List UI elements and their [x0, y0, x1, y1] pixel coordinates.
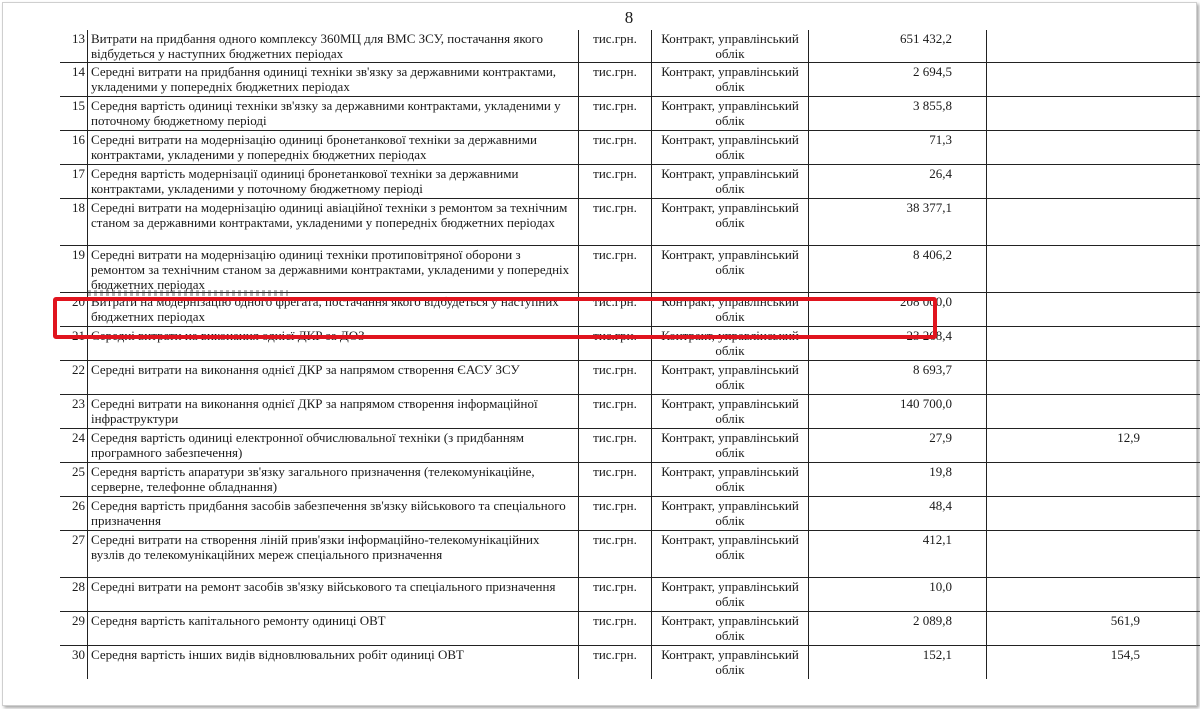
- strikethrough-smudge: [88, 290, 288, 296]
- row-value-2: [987, 164, 1200, 198]
- row-number: 21: [60, 326, 88, 360]
- table-row: [60, 394, 1200, 428]
- row-unit: тис.грн.: [579, 394, 652, 428]
- row-indicator-name: Середня вартість капітального ремонту одиниці ОВТ: [88, 611, 579, 645]
- row-value: 71,3: [809, 130, 987, 164]
- row-number: 22: [60, 360, 88, 394]
- row-source: Контракт, управлінський облік: [652, 611, 809, 645]
- row-value-2: 154,5: [987, 645, 1200, 679]
- row-unit: тис.грн.: [579, 30, 652, 62]
- row-source: Контракт, управлінський облік: [652, 530, 809, 577]
- row-value: 412,1: [809, 530, 987, 577]
- table-row: [60, 245, 1200, 292]
- row-indicator-name: Середня вартість апаратури зв'язку загального призначення (телекомунікаційне, серверне, телефонне обладнання): [88, 462, 579, 496]
- row-number: 25: [60, 462, 88, 496]
- row-source: Контракт, управлінський облік: [652, 645, 809, 679]
- row-unit: тис.грн.: [579, 164, 652, 198]
- row-value-2: [987, 394, 1200, 428]
- row-indicator-name: Середні витрати на виконання однієї ДКР за ДОЗ: [88, 326, 579, 360]
- row-indicator-name: Середня вартість придбання засобів забезпечення зв'язку військового та спеціального призначення: [88, 496, 579, 530]
- row-indicator-name: Витрати на придбання одного комплексу 360МЦ для ВМС ЗСУ, постачання якого відбудеться у наступних бюджетних періодах: [88, 30, 579, 62]
- row-unit: тис.грн.: [579, 645, 652, 679]
- table-row: [60, 164, 1200, 198]
- table-row: [60, 428, 1200, 462]
- row-indicator-name: Середня вартість модернізації одиниці бронетанкової техніки за державними контрактами, укладеними у поточному бюджетному періоді: [88, 164, 579, 198]
- row-indicator-name: Середні витрати на створення ліній прив'язки інформаційно-телекомунікаційних вузлів до телекомунікаційних мереж спеціального призначення: [88, 530, 579, 577]
- row-unit: тис.грн.: [579, 292, 652, 326]
- row-value: 26,4: [809, 164, 987, 198]
- row-number: 17: [60, 164, 88, 198]
- row-value-2: [987, 96, 1200, 130]
- row-number: 18: [60, 198, 88, 245]
- row-value: 152,1: [809, 645, 987, 679]
- indicators-table: [60, 30, 1200, 679]
- row-value: 38 377,1: [809, 198, 987, 245]
- row-indicator-name: Середня вартість інших видів відновлювальних робіт одиниці ОВТ: [88, 645, 579, 679]
- row-unit: тис.грн.: [579, 360, 652, 394]
- row-number: 27: [60, 530, 88, 577]
- row-value-2: [987, 245, 1200, 292]
- row-value: 2 089,8: [809, 611, 987, 645]
- table-row: [60, 292, 1200, 326]
- row-indicator-name: Середня вартість одиниці електронної обчислювальної техніки (з придбанням програмного забезпечення): [88, 428, 579, 462]
- table-row: [60, 360, 1200, 394]
- row-unit: тис.грн.: [579, 611, 652, 645]
- row-source: Контракт, управлінський облік: [652, 577, 809, 611]
- row-number: 30: [60, 645, 88, 679]
- row-unit: тис.грн.: [579, 326, 652, 360]
- row-indicator-name: Середні витрати на ремонт засобів зв'язку військового та спеціального призначення: [88, 577, 579, 611]
- row-indicator-name: Середня вартість одиниці техніки зв'язку за державними контрактами, укладеними у поточному бюджетному періоді: [88, 96, 579, 130]
- row-number: 19: [60, 245, 88, 292]
- row-value: 3 855,8: [809, 96, 987, 130]
- row-source: Контракт, управлінський облік: [652, 360, 809, 394]
- table-row: [60, 326, 1200, 360]
- row-value-2: [987, 360, 1200, 394]
- table-row: [60, 611, 1200, 645]
- row-value-2: [987, 292, 1200, 326]
- table-row: [60, 30, 1200, 62]
- row-source: Контракт, управлінський облік: [652, 394, 809, 428]
- row-number: 15: [60, 96, 88, 130]
- row-value-2: [987, 130, 1200, 164]
- row-unit: тис.грн.: [579, 496, 652, 530]
- table-row: [60, 645, 1200, 679]
- row-value: 27,9: [809, 428, 987, 462]
- row-value-2: [987, 462, 1200, 496]
- row-value-2: [987, 62, 1200, 96]
- row-unit: тис.грн.: [579, 96, 652, 130]
- row-value: 651 432,2: [809, 30, 987, 62]
- row-value: 19,8: [809, 462, 987, 496]
- row-unit: тис.грн.: [579, 462, 652, 496]
- row-indicator-name: Витрати на модернізацію одного фрегата, постачання якого відбудеться у наступних бюджетних періодах: [88, 292, 579, 326]
- row-value-2: 12,9: [987, 428, 1200, 462]
- table-row: [60, 530, 1200, 577]
- row-indicator-name: Середні витрати на придбання одиниці техніки зв'язку за державними контрактами, укладеними у попередніх бюджетних періодах: [88, 62, 579, 96]
- row-source: Контракт, управлінський облік: [652, 164, 809, 198]
- row-value-2: [987, 496, 1200, 530]
- row-indicator-name: Середні витрати на модернізацію одиниці бронетанкової техніки за державними контрактами, укладеними у попередніх бюджетних періодах: [88, 130, 579, 164]
- row-value: 48,4: [809, 496, 987, 530]
- row-unit: тис.грн.: [579, 577, 652, 611]
- row-source: Контракт, управлінський облік: [652, 292, 809, 326]
- row-source: Контракт, управлінський облік: [652, 245, 809, 292]
- row-number: 16: [60, 130, 88, 164]
- row-source: Контракт, управлінський облік: [652, 30, 809, 62]
- row-indicator-name: Середні витрати на виконання однієї ДКР за напрямом створення інформаційної інфраструктури: [88, 394, 579, 428]
- row-indicator-name: Середні витрати на модернізацію одиниці авіаційної техніки з ремонтом за технічним станом за державними контрактами, укладеними у попередніх бюджетних періодах: [88, 198, 579, 245]
- row-value: 2 694,5: [809, 62, 987, 96]
- row-unit: тис.грн.: [579, 245, 652, 292]
- row-indicator-name: Середні витрати на виконання однієї ДКР за напрямом створення ЄАСУ ЗСУ: [88, 360, 579, 394]
- row-value: 140 700,0: [809, 394, 987, 428]
- row-source: Контракт, управлінський облік: [652, 462, 809, 496]
- table-row: [60, 130, 1200, 164]
- row-value: 8 693,7: [809, 360, 987, 394]
- row-value: 208 000,0: [809, 292, 987, 326]
- page-number: 8: [624, 8, 634, 27]
- table-row: [60, 462, 1200, 496]
- row-unit: тис.грн.: [579, 428, 652, 462]
- row-number: 29: [60, 611, 88, 645]
- row-number: 26: [60, 496, 88, 530]
- row-number: 20: [60, 292, 88, 326]
- table-row: [60, 62, 1200, 96]
- row-value-2: [987, 326, 1200, 360]
- row-unit: тис.грн.: [579, 530, 652, 577]
- table-row: [60, 496, 1200, 530]
- row-number: 14: [60, 62, 88, 96]
- row-value: 10,0: [809, 577, 987, 611]
- table-row: [60, 96, 1200, 130]
- row-number: 24: [60, 428, 88, 462]
- row-indicator-name: Середні витрати на модернізацію одиниці техніки протиповітряної оборони з ремонтом за технічним станом за державними контрактами, укладеними у попередніх бюджетних періодах: [88, 245, 579, 292]
- row-value-2: [987, 577, 1200, 611]
- row-value-2: [987, 30, 1200, 62]
- row-value: 8 406,2: [809, 245, 987, 292]
- row-source: Контракт, управлінський облік: [652, 496, 809, 530]
- row-number: 13: [72, 31, 85, 46]
- row-source: Контракт, управлінський облік: [652, 62, 809, 96]
- table-row: [60, 198, 1200, 245]
- row-unit: тис.грн.: [579, 62, 652, 96]
- row-unit: тис.грн.: [579, 130, 652, 164]
- row-source: Контракт, управлінський облік: [652, 198, 809, 245]
- row-value-2: 561,9: [987, 611, 1200, 645]
- row-value-2: [987, 530, 1200, 577]
- row-number: 28: [60, 577, 88, 611]
- row-source: Контракт, управлінський облік: [652, 96, 809, 130]
- table-row: [60, 577, 1200, 611]
- row-number: 23: [60, 394, 88, 428]
- row-source: Контракт, управлінський облік: [652, 428, 809, 462]
- row-value: 23 268,4: [809, 326, 987, 360]
- row-value-2: [987, 198, 1200, 245]
- row-source: Контракт, управлінський облік: [652, 130, 809, 164]
- row-unit: тис.грн.: [579, 198, 652, 245]
- row-source: Контракт, управлінський облік: [652, 326, 809, 360]
